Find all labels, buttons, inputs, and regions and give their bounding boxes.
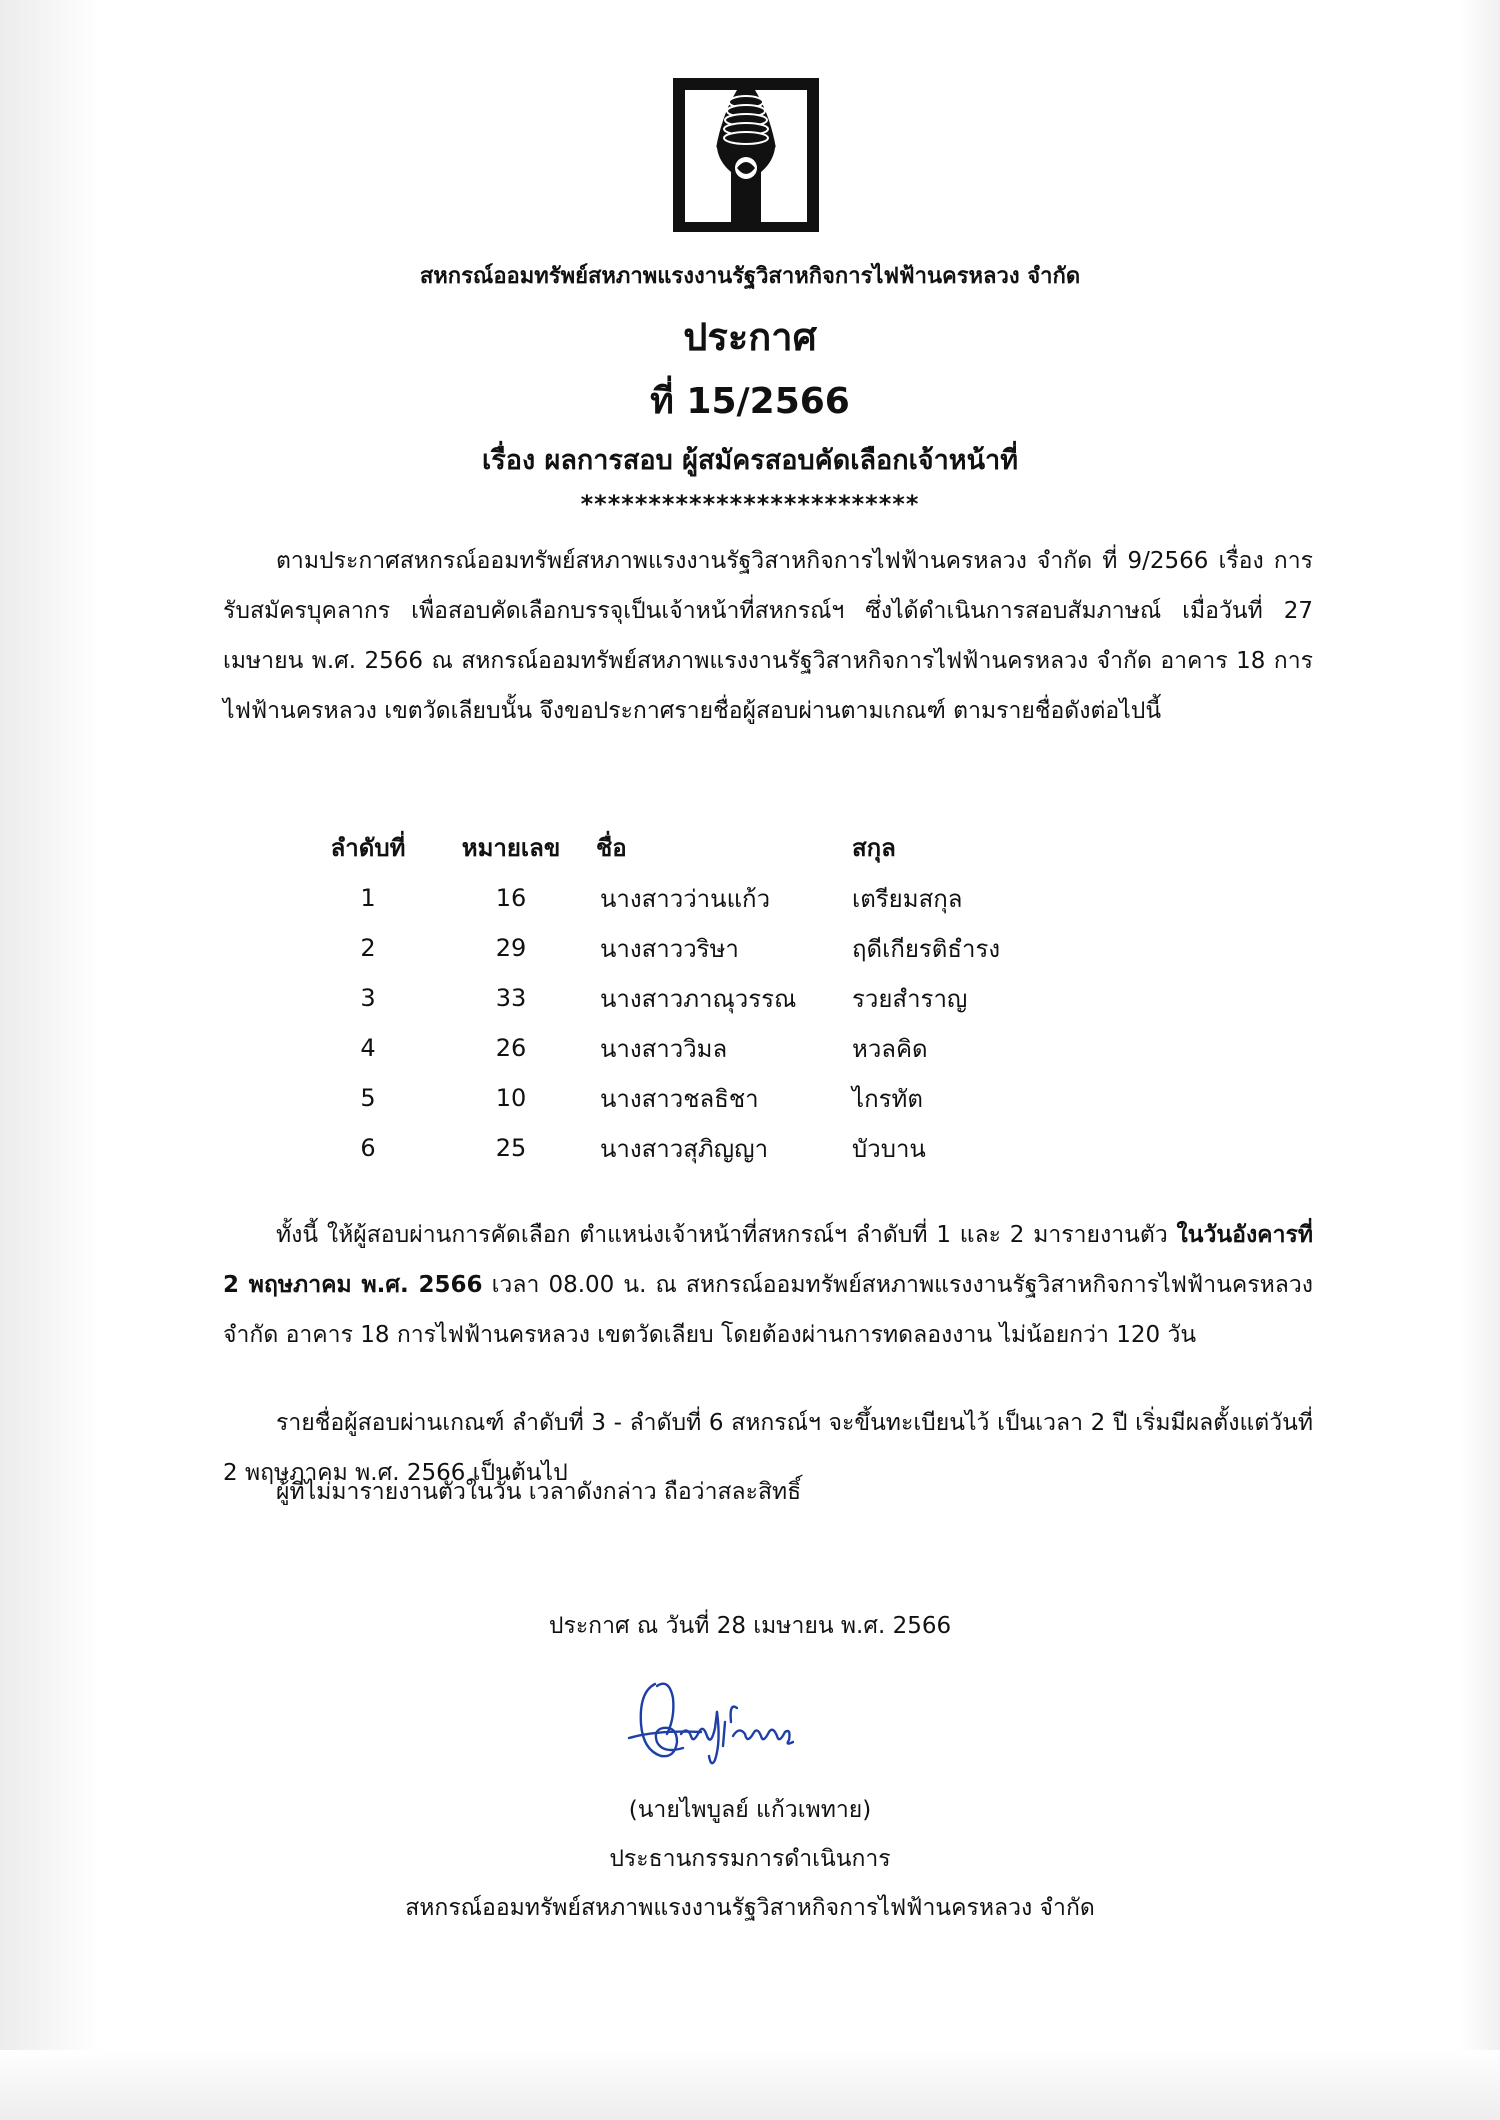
row-order: 6	[360, 1134, 376, 1162]
signature-icon	[617, 1672, 797, 1772]
signatory-position: ประธานกรรมการดำเนินการ	[609, 1846, 891, 1872]
row-last-name: หวลคิด	[852, 1034, 928, 1063]
header-order: ลำดับที่	[330, 833, 406, 862]
row-first-name: นางสาวภาณุวรรณ	[600, 984, 797, 1013]
row-last-name: บัวบาน	[852, 1134, 926, 1163]
row-number: 25	[495, 1134, 527, 1162]
row-last-name: ไกรทัต	[852, 1084, 923, 1113]
announcement-number: ที่ 15/2566	[650, 381, 850, 422]
intro-paragraph	[223, 536, 1313, 736]
table-row	[300, 923, 1052, 973]
forfeit-paragraph	[223, 1467, 1313, 1517]
forfeit-text: ผู้ที่ไม่มารายงานตัวในวัน เวลาดังกล่าว ถือว่าสละสิทธิ์	[276, 1479, 802, 1505]
header-number: หมายเลข	[461, 833, 561, 862]
signatory-organization: สหกรณ์ออมทรัพย์สหภาพแรงงานรัฐวิสาหกิจการไฟฟ้านครหลวง จำกัด	[405, 1895, 1095, 1921]
reporting-text-start: ทั้งนี้ ให้ผู้สอบผ่านการคัดเลือก ตำแหน่งเจ้าหน้าที่สหกรณ์ฯ ลำดับที่ 1 และ 2 มารายงานตัว	[276, 1222, 1177, 1248]
row-order: 1	[360, 884, 376, 912]
table-row	[300, 973, 1052, 1023]
scan-edge-bottom	[0, 2050, 1500, 2120]
header-last-name: สกุล	[852, 833, 896, 862]
table-header-row	[300, 821, 1052, 873]
announcement-date: ประกาศ ณ วันที่ 28 เมษายน พ.ศ. 2566	[548, 1613, 952, 1639]
row-last-name: รวยสำราญ	[852, 984, 968, 1013]
table-row	[300, 1073, 1052, 1123]
row-first-name: นางสาวสุภิญญา	[600, 1134, 769, 1163]
row-number: 29	[495, 934, 527, 962]
row-order: 5	[360, 1084, 376, 1112]
row-order: 2	[360, 934, 376, 962]
reporting-date-bold: ในวันอังคารที่ 2 พฤษภาคม พ.ศ. 2566	[223, 1222, 1313, 1298]
table-row	[300, 1023, 1052, 1073]
reporting-text-end: เวลา 08.00 น. ณ สหกรณ์ออมทรัพย์สหภาพแรงงานรัฐวิสาหกิจการไฟฟ้านครหลวง จำกัด อาคาร 18 การไฟฟ้านครหลวง เขตวัดเลียบ โดยต้องผ่านการทดลองงาน ไม่น้อยกว่า 120 วัน	[223, 1272, 1313, 1348]
row-first-name: นางสาวชลธิชา	[600, 1084, 759, 1113]
row-number: 26	[495, 1034, 527, 1062]
row-order: 4	[360, 1034, 376, 1062]
row-first-name: นางสาววริษา	[600, 934, 739, 963]
row-first-name: นางสาวว่านแก้ว	[600, 884, 771, 913]
registration-text: รายชื่อผู้สอบผ่านเกณฑ์ ลำดับที่ 3 - ลำดับที่ 6 สหกรณ์ฯ จะขึ้นทะเบียนไว้ เป็นเวลา 2 ปี เริ่มมีผลตั้งแต่วันที่ 2 พฤษภาคม พ.ศ. 2566 เป็นต้นไป	[223, 1410, 1313, 1486]
table-row	[300, 873, 1052, 923]
organization-header: สหกรณ์ออมทรัพย์สหภาพแรงงานรัฐวิสาหกิจการไฟฟ้านครหลวง จำกัด	[419, 264, 1081, 289]
cooperative-logo-icon	[671, 76, 821, 234]
result-table	[300, 821, 1052, 1173]
row-number: 16	[495, 884, 527, 912]
document-title: ประกาศ	[683, 315, 817, 359]
row-order: 3	[360, 984, 376, 1012]
row-number: 33	[495, 984, 527, 1012]
row-first-name: นางสาววิมล	[600, 1034, 728, 1063]
row-number: 10	[495, 1084, 527, 1112]
separator-line: *************************	[580, 490, 920, 518]
header-first-name: ชื่อ	[596, 833, 627, 862]
reporting-paragraph	[223, 1210, 1313, 1360]
table-row	[300, 1123, 1052, 1173]
announcement-subject: เรื่อง ผลการสอบ ผู้สมัครสอบคัดเลือกเจ้าหน้าที่	[482, 445, 1018, 476]
intro-text: ตามประกาศสหกรณ์ออมทรัพย์สหภาพแรงงานรัฐวิสาหกิจการไฟฟ้านครหลวง จำกัด ที่ 9/2566 เรื่อง การรับสมัครบุคลากร เพื่อสอบคัดเลือกบรรจุเป็นเจ้าหน้าที่สหกรณ์ฯ ซึ่งได้ดำเนินการสอบสัมภาษณ์ เมื่อวันที่ 27 เมษายน พ.ศ. 2566 ณ สหกรณ์ออมทรัพย์สหภาพแรงงานรัฐวิสาหกิจการไฟฟ้านครหลวง จำกัด อาคาร 18 การไฟฟ้านครหลวง เขตวัดเลียบนั้น จึงขอประกาศรายชื่อผู้สอบผ่านตามเกณฑ์ ตามรายชื่อดังต่อไปนี้	[223, 548, 1313, 724]
row-last-name: เตรียมสกุล	[852, 884, 963, 913]
row-last-name: ฤดีเกียรติธำรง	[852, 934, 1001, 963]
signatory-name: (นายไพบูลย์ แก้วเพทาย)	[628, 1797, 872, 1823]
